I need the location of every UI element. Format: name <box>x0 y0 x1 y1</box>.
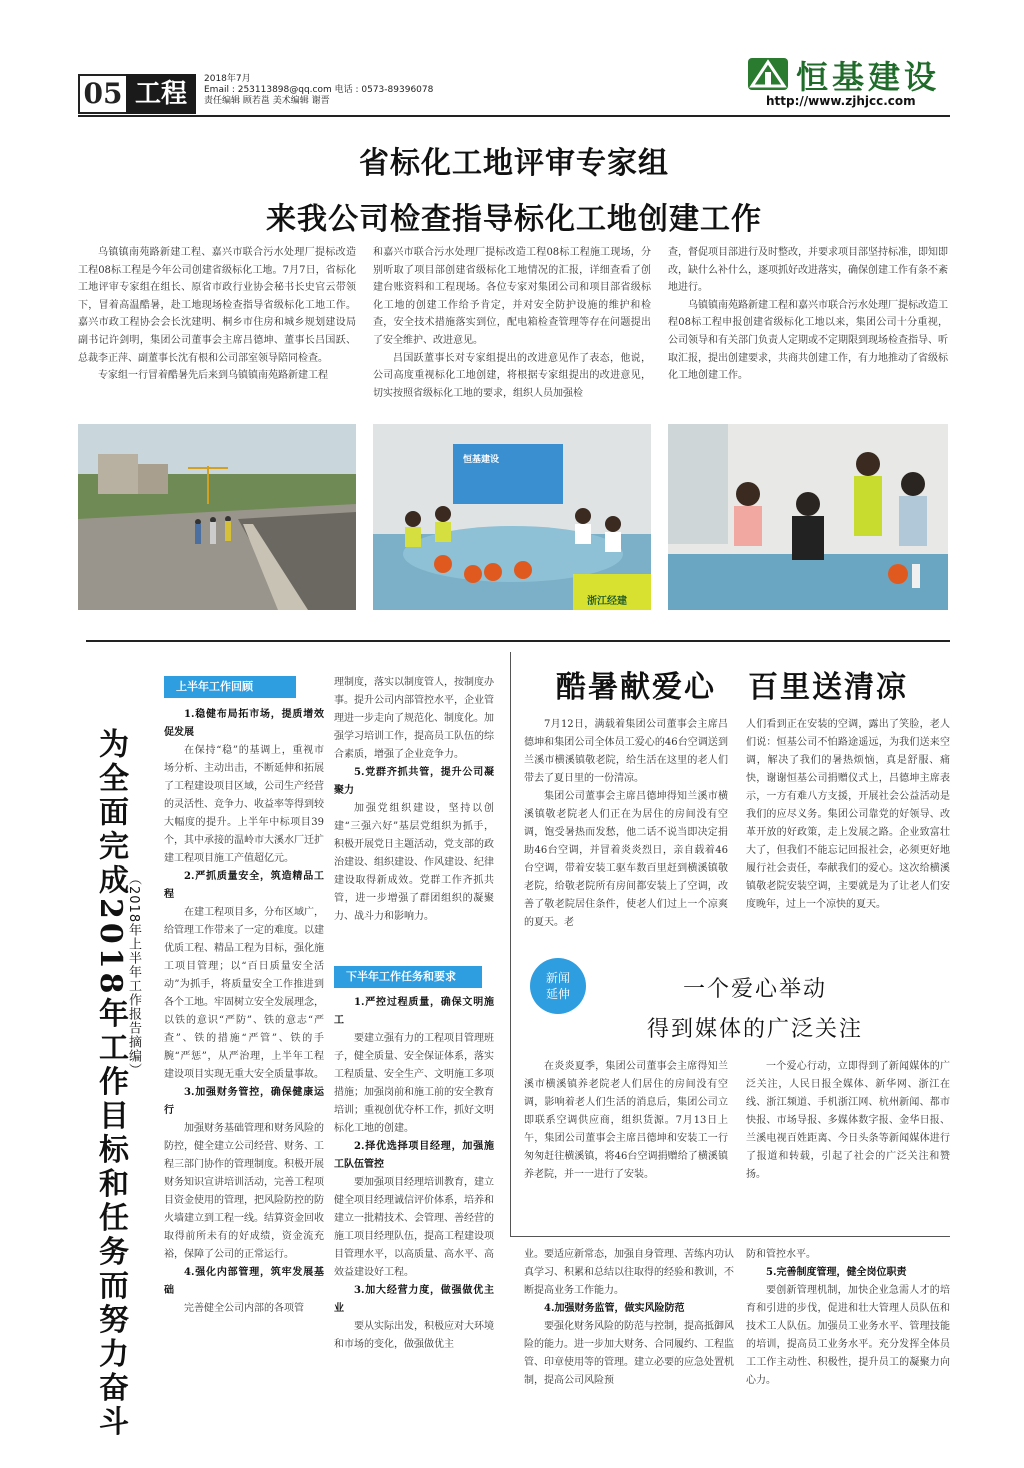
paragraph: 专家组一行冒着酷暑先后来到乌镇镇南苑路新建工程 <box>98 370 328 382</box>
article1-column-3 <box>668 244 948 385</box>
paragraph: 要加强项目经理培训教育，建立健全项目经理诚信评价体系，培养和建立一批精技术、会管理、善经营的施工项目经理队伍，提高工程建设项目管理水平，以高质量、高水平、高效益建设好工程。 <box>334 1177 494 1278</box>
paragraph: 集团公司董事会主席吕德坤得知兰溪市横溪镇敬老院老人们正在为居住的房间没有空调，饱受暑热而发愁，他二话不说当即决定捐助46台空调，并冒着炎炎烈日，亲自载着46台空调，带着安装工驱车数百里赶到横溪镇敬老院，给敬老院所有房间都安装上了空调，改善了敬老院居住条件，使老人们过上一个凉爽的夏天。老 <box>524 791 728 928</box>
paragraph: 人们看到正在安装的空调，露出了笑脸，老人们说：恒基公司不怕路途遥远，为我们送来空调，解决了我们的暑热烦恼，真是舒服、痛快，谢谢恒基公司捐赠仪式上，吕德坤主席表示，一方有难八方支援，开展社会公益活动是我们的应尽义务。集团公司靠党的好领导、改革开放的好政策，走上发展之路。企业致富壮大了，但我们不能忘记回报社会，必须更好地履行社会责任，奉献我们的爱心。这次给横溪镇敬老院安装空调，主要就是为了让老人们安度晚年，过上一个凉快的夏天。 <box>746 719 950 910</box>
report-heading: 4.加强财务监管，做实风险防范 <box>544 1303 685 1314</box>
paragraph: 乌镇镇南苑路新建工程和嘉兴市联合污水处理厂提标改造工程08标工程申报创建省级标化工地以来，集团公司十分重视，公司领导和有关部门负责人定期或不定期限到现场检查指导、听取汇报，提出创建要求，共商共创建工作，有力地推动了省级标化工地创建工作。 <box>668 299 948 382</box>
report-subtitle: （2018年上半年工作报告摘编） <box>126 872 141 1078</box>
box-border-bottom <box>510 1236 950 1237</box>
box-border-left <box>510 652 511 1236</box>
paragraph: 业。要适应新常态，加强自身管理、苦练内功认真学习、积累和总结以往取得的经验和教训，不断提高业务工作能力。 <box>524 1249 734 1296</box>
report-heading: 1.稳健布局拓市场，提质增效促发展 <box>164 709 324 738</box>
paragraph: 和嘉兴市联合污水处理厂提标改造工程08标工程施工现场，分别听取了项目部创建省级标化工地情况的汇报，详细查看了创建台账资料和工程现场。各位专家对集团公司和项目部省级标化工地的创建工作给予肯定，并对安全防护设施的维护和检查，安全技术措施落实到位，配电箱检查管理等存在问题提出了安全维护、改进意见。 <box>373 247 651 346</box>
paragraph: 查，督促项目部进行及时整改，并要求项目部坚持标准，即知即改，缺什么补什么，逐项抓好改进落实，确保创建工作有条不紊地进行。 <box>668 247 948 294</box>
label-second-half-tasks: 下半年工作任务和要求 <box>334 966 482 988</box>
label-first-half-review: 上半年工作回顾 <box>164 676 296 698</box>
article2-title-a: 酷暑献爱心 <box>556 670 716 705</box>
photo-construction-road <box>78 424 356 610</box>
article2-column-1 <box>524 716 728 932</box>
paragraph: 加强党组织建设，坚持以创建“三强六好”基层党组织为抓手，积极开展党日主题活动，党支部的政治建设、组织建设、作风建设、纪律建设取得新成效。党群工作齐抓共管，进一步增强了群团组织的凝聚力、战斗力和影响力。 <box>334 803 494 922</box>
paragraph: 在炎炎夏季，集团公司董事会主席得知兰溪市横溪镇养老院老人们居住的房间没有空调，影响着老人们生活的消息后，集团公司立即联系空调供应商，组织货源。7月13日上午，集团公司董事会主席吕德坤和安装工一行匆匆赶往横溪镇，将46台空调捐赠给了横溪镇养老院，并一一进行了安装。 <box>524 1061 728 1180</box>
paragraph: 乌镇镇南苑路新建工程、嘉兴市联合污水处理厂提标改造工程08标工程是今年公司创建省级标化工地。7月7日，省标化工地评审专家组在组长、原省市政行业协会秘书长史官云带领下，冒着高温酷暑，赴工地现场检查指导省级标化工地工作。嘉兴市政工程协会会长沈建明、桐乡市住房和城乡规划建设局副书记许剑明，集团公司董事会主席吕德坤、董事长吕国跃、总裁李正萍、副董事长沈有根和公司部室领导陪同检查。 <box>78 247 356 364</box>
paragraph: 7月12日，满载着集团公司董事会主席吕德坤和集团公司全体员工爱心的46台空调送到兰溪市横溪镇敬老院，给生活在这里的老人们带去了夏日里的一份清凉。 <box>524 719 728 784</box>
header-rule <box>78 115 950 117</box>
issue-date: 2018年7月 <box>204 74 251 84</box>
paragraph: 在建工程项目多，分布区域广，给管理工作带来了一定的难度。以建优质工程、精品工程为目标，强化施工项目管理；以“百日质量安全活动”为抓手，将质量安全工作推进到各个工地。牢固树立安全发展理念，以铁的意识“严防”、铁的意志“严查”、铁的措施“严管”、铁的手腕“严惩”，从严治理，上半年工程建设项目实现无重大安全质量事故。 <box>164 907 324 1080</box>
article3-column-2 <box>746 1058 950 1184</box>
paragraph: 要建立强有力的工程项目管理班子，健全质量、安全保证体系，落实工程质量、安全生产、文明施工多项措施；加强岗前和施工前的安全教育培训；重视创优夺杯工作，抓好文明标化工地的创建。 <box>334 1033 494 1134</box>
paragraph: 加强财务基础管理和财务风险的防控，健全建立公司经营、财务、工程三部门协作的管理制度。积极开展财务知识宣讲培训活动，完善工程项目资金使用的管理，把风险防控的防火墙建立到工程一线。结算资金回收取得前所未有的好成绩，资金流充裕，保障了公司的正常运行。 <box>164 1123 324 1260</box>
article3-title-line2: 得到媒体的广泛关注 <box>646 1017 863 1042</box>
report-heading: 5.党群齐抓共管，提升公司凝聚力 <box>334 767 494 796</box>
article1-title-line1: 省标化工地评审专家组 <box>359 146 669 181</box>
report-heading: 5.完善制度管理，健全岗位职责 <box>766 1267 907 1278</box>
page-number: 05 <box>78 74 128 114</box>
report-column-b <box>334 674 494 926</box>
editors-line: 责任编辑 顾若邕 美术编辑 谢晋 <box>204 96 330 106</box>
report-heading: 2.择优选择项目经理，加强施工队伍管控 <box>334 1141 494 1170</box>
photo-meeting-room <box>373 424 651 610</box>
brand-url: http://www.zjhjcc.com <box>766 94 916 108</box>
section-name: 工程 <box>126 74 196 114</box>
company-logo-icon <box>748 58 788 90</box>
paragraph: 要从实际出发，积极应对大环境和市场的变化，做强做优主 <box>334 1321 494 1350</box>
paragraph: 在保持“稳”的基调上，重视市场分析、主动出击，不断延伸和拓展了工程建设项目区域，公司生产经营的灵活性、竞争力、收益率等得到较大幅度的提升。上半年中标项目39个，其中承接的温岭市大溪水厂迁扩建工程项目施工产值超亿元。 <box>164 745 324 864</box>
article1-column-2 <box>373 244 651 402</box>
article1-column-1 <box>78 244 356 385</box>
paragraph: 要创新管理机制，加快企业急需人才的培育和引进的步伐，促进和壮大管理人员队伍和技术工人队伍。加强员工业务水平、管理技能的培训，提高员工业务水平。充分发挥全体员工工作主动性、积极性，提升员工的凝聚力向心力。 <box>746 1285 950 1386</box>
badge-line1: 新闻 <box>545 971 570 985</box>
report-heading: 3.加强财务管控，确保健康运行 <box>164 1087 324 1116</box>
badge-line2: 延伸 <box>545 987 570 1001</box>
report-heading: 3.加大经营力度，做强做优主业 <box>334 1285 494 1314</box>
contact-line: Email : 253113898@qq.com 电话 : 0573-89396078 <box>204 85 434 95</box>
report-column-a <box>164 706 324 1318</box>
paragraph: 一个爱心行动，立即得到了新闻媒体的广泛关注，人民日报全媒体、新华网、浙江在线、浙江频道、手机浙江网、杭州新闻、都市快报、市场导报、多媒体数字报、金华日报、兰溪电视百姓距离、今日头条等新闻媒体进行了报道和转载，引起了社会的广泛关注和赞扬。 <box>746 1061 950 1180</box>
brand-name: 恒基建设 <box>796 58 941 96</box>
paragraph: 防和管控水平。 <box>746 1249 816 1260</box>
article3-title-line1: 一个爱心举动 <box>682 977 827 1002</box>
meeting-banner: 恒基建设 <box>463 455 500 465</box>
photo-discussion <box>668 424 948 610</box>
section-divider <box>86 640 950 642</box>
vest-label: 浙江经建 <box>587 596 627 607</box>
paragraph: 要强化财务风险的防范与控制，提高抵御风险的能力。进一步加大财务、合同履约、工程监管、印章使用等的管理。建立必要的应急处置机制，提高公司风险预 <box>524 1321 734 1386</box>
article1-title-line2: 来我公司检查指导标化工地创建工作 <box>266 202 762 237</box>
report-title: 为全面完成2018年工作目标和任务而努力奋斗 <box>93 728 128 1440</box>
report-heading: 1.严控过程质量，确保文明施工 <box>334 997 494 1026</box>
article2-column-2 <box>746 716 950 914</box>
report-column-d <box>746 1246 950 1390</box>
paragraph: 完善健全公司内部的各项管 <box>184 1303 304 1314</box>
header-meta <box>204 74 433 107</box>
paragraph: 吕国跃董事长对专家组提出的改进意见作了表态，他说，公司高度重视标化工地创建，将根据专家组提出的改进意见，切实按照省级标化工地的要求，组织人员加强检 <box>373 352 651 399</box>
report-column-c <box>524 1246 734 1390</box>
paragraph: 理制度，落实以制度管人，按制度办事。提升公司内部管控水平，企业管理进一步走向了规范化、制度化。加强学习培训工作，提高员工队伍的综合素质，增强了企业竞争力。 <box>334 677 494 760</box>
report-heading: 4.强化内部管理，筑牢发展基础 <box>164 1267 324 1296</box>
article3-column-1 <box>524 1058 728 1184</box>
article2-title-b: 百里送清凉 <box>748 670 908 705</box>
report-heading: 2.严抓质量安全，筑造精品工程 <box>164 871 324 900</box>
report-column-b2 <box>334 994 494 1354</box>
